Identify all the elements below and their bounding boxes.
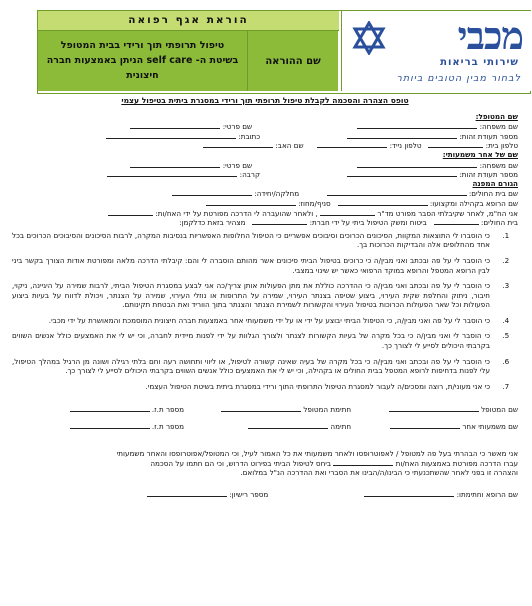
department-label: מחלקה/יחידה: <box>254 189 300 198</box>
header-description <box>38 31 248 91</box>
other-id-field[interactable] <box>347 169 457 177</box>
sig-id-label: מספר ת.ז. <box>151 405 185 415</box>
logo-services: שירותי בריאות <box>440 57 519 68</box>
mobile-field[interactable] <box>317 140 387 148</box>
header-description-line1: טיפול תרופתי תוך ורידי בבית המטופל <box>60 40 225 51</box>
mobile-label: טלפון נייד: <box>389 141 422 150</box>
other-first-name-field[interactable] <box>130 160 220 168</box>
branch-field[interactable] <box>206 198 296 206</box>
sig-patient-name-field[interactable] <box>389 404 479 412</box>
branch-label: סניף/מחוז: <box>298 198 331 208</box>
father-name-field[interactable] <box>203 140 273 148</box>
relation-field[interactable] <box>107 169 237 177</box>
intro-text-2: מצהיר בזאת כדלקמן: <box>179 218 246 227</box>
referring-doctor-row <box>12 198 518 208</box>
other-last-name-label: שם משפחה: <box>479 160 518 170</box>
declaration-line-3: והצהרה זו בפני לאחר שהשתכנעתי כי הבינו/ה/הבינו את הסברי ואת ההדרכה הנ"ל במלואם. <box>240 467 518 477</box>
hospital-row <box>12 188 518 198</box>
license-label: מספר רישיון: <box>229 490 269 499</box>
first-name-field[interactable] <box>130 121 220 129</box>
id-number-field[interactable] <box>347 131 457 139</box>
sig-id-field[interactable] <box>70 404 150 412</box>
sig-other-name-field[interactable] <box>390 421 460 429</box>
logo-tagline: לבחור מבין הטובים ביותר <box>396 73 521 84</box>
other-id-label: מספר תעודת זהות: <box>459 170 518 179</box>
list-item: 6. כי הוסבר לי על פה ובכתב ואני מבין/ה כי בכל מקרה של בעיה שאינה קשורה לטיפול, או ליווי ותחושה רעה וחם בלתי רגילה ושונה מן הרגיל במהלך הטיפול, עלי לפנות בדחיפות לרופא המטפל בבית החולים או בקהילה, וכי יש לי את האמצעים כולל אנשים השווים בקרבתי היכולים לסייע לי לצורך כך. <box>12 357 500 376</box>
intro-text-1b: , ולאחר שהועברה לי הדרכה מפורטת על ידי האח/ות: <box>155 208 318 218</box>
patient-signature-row <box>12 401 518 418</box>
declaration-line-2 <box>12 458 518 468</box>
last-name-label: שם משפחה: <box>479 122 518 131</box>
relation-label: קרבה: <box>239 170 261 179</box>
referring-doctor-field[interactable] <box>338 198 428 206</box>
physician-declaration <box>12 449 518 499</box>
declaration-nurse-field[interactable] <box>333 458 393 466</box>
star-of-david-icon <box>352 21 386 55</box>
header-description-line3: חיצונית <box>126 70 159 81</box>
address-field[interactable] <box>106 131 236 139</box>
declaration-text-2b: ביחס לטיפול הביתי בפירוט הדרוש, וכי הם חתמו על הסכמה <box>150 459 332 468</box>
home-phone-label: טלפון בית: <box>485 141 518 150</box>
referrer-heading: הגורם המפנה <box>472 178 518 188</box>
header-doc-name-label: שם ההוראה <box>248 31 338 91</box>
sig-other-id-label: מספר ת.ז. <box>151 422 185 432</box>
referring-doctor-label: שם הרופא בקהילה ומקצועו: <box>429 198 518 208</box>
list-item: 5. כי הוסבר לי ואני מבין/ה כי בכל מקרה של בעיות הקשורות לצנתר ולצורך הגלוות על ידי לפנות מיידית לחברה, וכי יש לי את האמצעים כולל אנשים השווים בקרבתי היכולים לסייע לי לצורך כך. <box>12 331 500 350</box>
header-title: הוראת אגף רפואה <box>38 11 339 31</box>
doctor-name-field[interactable] <box>320 208 375 216</box>
other-last-name-field[interactable] <box>357 160 477 168</box>
id-number-label: מספר תעודת זהות: <box>459 131 518 141</box>
signature-table <box>12 401 518 434</box>
sig-other-signature-field[interactable] <box>248 421 328 429</box>
logo-wordmark: מכבי <box>457 13 523 58</box>
other-id-row <box>12 169 518 179</box>
list-item: 4. כי הוסבר לי על פה ואני מבין/ה, כי הטיפול הביתי יבוצע על ידי או על ידי משמעותי אחר באמצעות חברה חיצונית המוסמכת והמאושרת על ידי מכבי. <box>12 316 500 326</box>
form-title: טופס הצהרה והסכמה לקבלת טיפול תרופתי תוך ורידי במסגרת ביתית בטיפול עצמי <box>121 96 409 105</box>
list-item: 2. כי הוסבר לי על פה ובכתב ואני מבין/ה כי כרוכים בטיפול הביתי סיכונים אשר מהותם הוסברה לי והם: קיבלתי הדרכה מלאה ומפורטת אודות הצורך בקשר ביני לבין הרופא המטפל והרופא במוקד הרפואי כאשר יש שינוי במצבי. <box>12 256 500 275</box>
other-first-name-label: שם פרטי: <box>222 160 253 170</box>
declaration-items <box>12 231 518 392</box>
department-field[interactable] <box>172 188 252 196</box>
hospital-field[interactable] <box>327 188 467 196</box>
sig-patient-name-label: שם המטופל <box>481 405 518 415</box>
header-description-line2: בשיטת ה- self care הניתן באמצעות חברה <box>46 55 239 66</box>
other-signature-row <box>12 418 518 435</box>
maccabi-logo <box>341 11 531 91</box>
home-phone-field[interactable] <box>428 140 483 148</box>
intro-hospital-field[interactable] <box>434 217 479 225</box>
company-field[interactable] <box>252 217 307 225</box>
header-info-block <box>38 11 339 91</box>
intro-line-2 <box>12 217 518 227</box>
patient-id-row <box>12 131 518 141</box>
other-heading: שם של אחר משמעותי: <box>442 149 518 159</box>
sig-other-id-field[interactable] <box>70 421 150 429</box>
doctor-signature-field[interactable] <box>364 489 454 497</box>
form-body <box>12 96 518 499</box>
list-item: 3. כי הוסבר לי על פה ובכתב ואני מבין/ה כי ההדרכה כוללת את מתן הפעולות אותן צריך/כה אני לבצע במסגרת הטיפול הביתי, לרבות שמירה על היגיינה, ניקוי, חיבור, ניתוק והחלפת שקית העירוי, ביצוע שטיפה בצנתר העירוי, שמירה על התרופות או נוזלי העירוי, שמירה על הצנתר, ויכולת לדווח על בעיות ביצוע הפעולות וכל שאר הפעולות הכרוכות בטיפול העירוי והקשורות לשמירת הצנתר והצנתר בתוך הווריד ואת הבטחת תקינותם. <box>12 281 500 310</box>
father-name-label: שם האב: <box>275 141 304 150</box>
list-item: 1. כי הוסברו לי התוצאות המקוות, הסיכונים הכרוכים וסיבוכים אפשריים כי הטיפול החלופות האפשריות בנסיבות המקרה, לרבות הסיכונים והסיבוכים הכרוכים בכל אחד מהחלופים אלה והבדיקות הכרוכות בך. <box>12 231 500 250</box>
patient-phone-row <box>12 140 518 150</box>
intro-line-1 <box>12 208 518 218</box>
doctor-signature-row <box>12 489 518 499</box>
header-subrow <box>38 31 339 91</box>
patient-name-row <box>12 121 518 131</box>
nurse-name-field[interactable] <box>108 208 153 216</box>
intro-text-2c: ביטוח ומשק הטיפול ביתי על ידי חברת: <box>309 218 427 227</box>
address-label: כתובת: <box>238 131 261 141</box>
declaration-line-1: אני מאשר כי הבהרתי בעל פה למטופל / לאפוטרופסו ולאחר משמעותי את כל האמור לעיל, וכי המטופל/אפוטרופסו והאחר משמעותי <box>116 448 518 458</box>
first-name-label: שם פרטי: <box>222 122 253 131</box>
intro-text-1: אני הח"מ, לאחר שקיבלתי הסבר מפורט מד"ר <box>377 208 518 218</box>
other-name-row <box>12 160 518 170</box>
document-header <box>37 10 531 94</box>
patient-heading: שם המטופל: <box>475 111 518 121</box>
sig-patient-signature-field[interactable] <box>221 404 301 412</box>
intro-text-2b: בית החולים: <box>480 218 518 227</box>
last-name-field[interactable] <box>357 121 477 129</box>
hospital-label: שם בית החולים: <box>468 189 518 198</box>
sig-other-name-label: שם משמעותי אחר <box>462 422 518 432</box>
license-field[interactable] <box>147 489 227 497</box>
list-item: 7. כי אני מעוני/ת, רוצה ומסכים/ה לעבור למסגרת הטיפול התרופתי התוך ורידי במסגרת ביתית בשיטת הטיפול העצמי. <box>12 382 500 392</box>
sig-patient-signature-label: חתימת המטופל <box>303 405 352 415</box>
declaration-text-2: עברו הדרכה מפורטת באמצעות האח/ות <box>395 459 518 468</box>
sig-other-signature-label: חתימה <box>330 422 352 432</box>
doctor-signature-label: שם הרופא וחתימתו: <box>456 490 518 499</box>
